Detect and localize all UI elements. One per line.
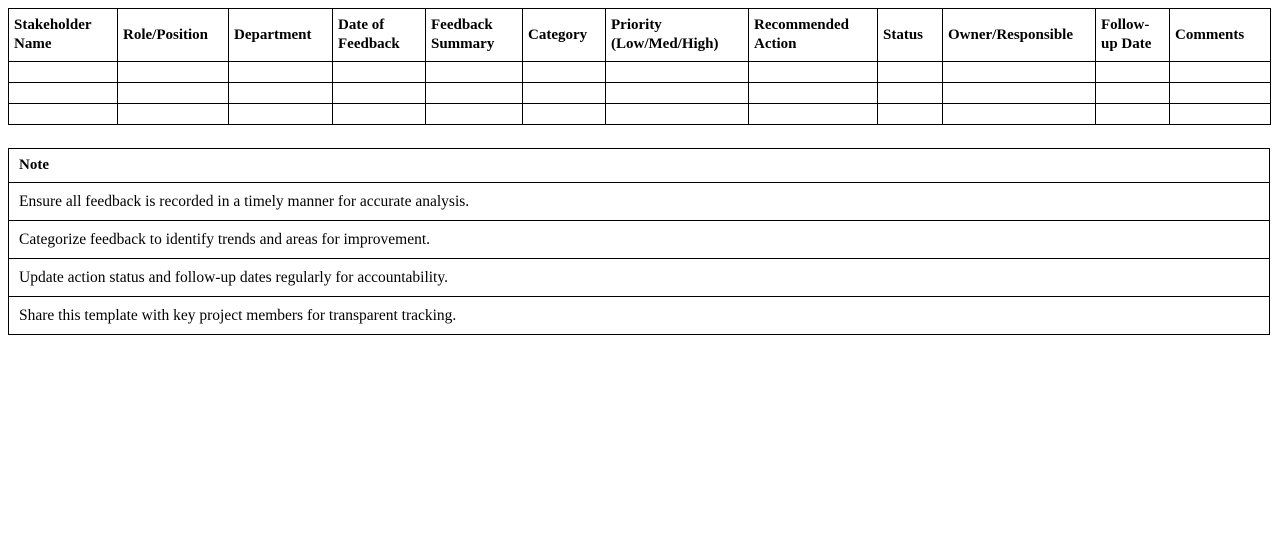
empty-cell bbox=[426, 104, 523, 125]
note-item: Categorize feedback to identify trends and areas for improvement. bbox=[9, 221, 1270, 259]
note-item-row bbox=[9, 221, 1270, 259]
column-header-owner-responsible: Owner/Responsible bbox=[943, 9, 1096, 62]
empty-cell bbox=[749, 62, 878, 83]
column-header-feedback-summary: Feedback Summary bbox=[426, 9, 523, 62]
empty-cell bbox=[229, 62, 333, 83]
empty-cell bbox=[333, 83, 426, 104]
empty-cell bbox=[229, 104, 333, 125]
column-header-priority: Priority (Low/Med/High) bbox=[606, 9, 749, 62]
empty-cell bbox=[1170, 104, 1271, 125]
empty-cell bbox=[523, 104, 606, 125]
note-item-row bbox=[9, 183, 1270, 221]
empty-table-row bbox=[9, 62, 1271, 83]
column-header-role-position: Role/Position bbox=[118, 9, 229, 62]
empty-cell bbox=[426, 83, 523, 104]
empty-cell bbox=[9, 83, 118, 104]
empty-cell bbox=[943, 62, 1096, 83]
empty-cell bbox=[523, 62, 606, 83]
column-header-stakeholder-name: Stakeholder Name bbox=[9, 9, 118, 62]
empty-cell bbox=[333, 62, 426, 83]
column-header-department: Department bbox=[229, 9, 333, 62]
empty-cell bbox=[9, 62, 118, 83]
empty-cell bbox=[426, 62, 523, 83]
column-header-date-of-feedback: Date of Feedback bbox=[333, 9, 426, 62]
empty-cell bbox=[1096, 62, 1170, 83]
empty-cell bbox=[1170, 83, 1271, 104]
empty-cell bbox=[1096, 83, 1170, 104]
empty-cell bbox=[1170, 62, 1271, 83]
empty-cell bbox=[1096, 104, 1170, 125]
empty-cell bbox=[878, 62, 943, 83]
feedback-table-header-row bbox=[9, 9, 1271, 62]
empty-cell bbox=[943, 104, 1096, 125]
note-item-row bbox=[9, 297, 1270, 335]
column-header-status: Status bbox=[878, 9, 943, 62]
note-item-row bbox=[9, 259, 1270, 297]
empty-cell bbox=[749, 104, 878, 125]
note-header: Note bbox=[9, 149, 1270, 183]
note-header-row bbox=[9, 149, 1270, 183]
empty-cell bbox=[118, 104, 229, 125]
empty-cell bbox=[523, 83, 606, 104]
column-header-recommended-action: Recommended Action bbox=[749, 9, 878, 62]
empty-cell bbox=[606, 62, 749, 83]
empty-cell bbox=[118, 83, 229, 104]
note-item: Update action status and follow-up dates regularly for accountability. bbox=[9, 259, 1270, 297]
empty-cell bbox=[9, 104, 118, 125]
empty-cell bbox=[606, 83, 749, 104]
empty-cell bbox=[878, 104, 943, 125]
empty-cell bbox=[943, 83, 1096, 104]
column-header-follow-up-date: Follow-up Date bbox=[1096, 9, 1170, 62]
column-header-comments: Comments bbox=[1170, 9, 1271, 62]
column-header-category: Category bbox=[523, 9, 606, 62]
note-table bbox=[8, 148, 1270, 335]
empty-cell bbox=[878, 83, 943, 104]
empty-table-row bbox=[9, 104, 1271, 125]
note-item: Ensure all feedback is recorded in a timely manner for accurate analysis. bbox=[9, 183, 1270, 221]
empty-table-row bbox=[9, 83, 1271, 104]
empty-cell bbox=[749, 83, 878, 104]
empty-cell bbox=[229, 83, 333, 104]
empty-cell bbox=[606, 104, 749, 125]
stakeholder-feedback-table bbox=[8, 8, 1271, 125]
note-item: Share this template with key project members for transparent tracking. bbox=[9, 297, 1270, 335]
empty-cell bbox=[118, 62, 229, 83]
empty-cell bbox=[333, 104, 426, 125]
